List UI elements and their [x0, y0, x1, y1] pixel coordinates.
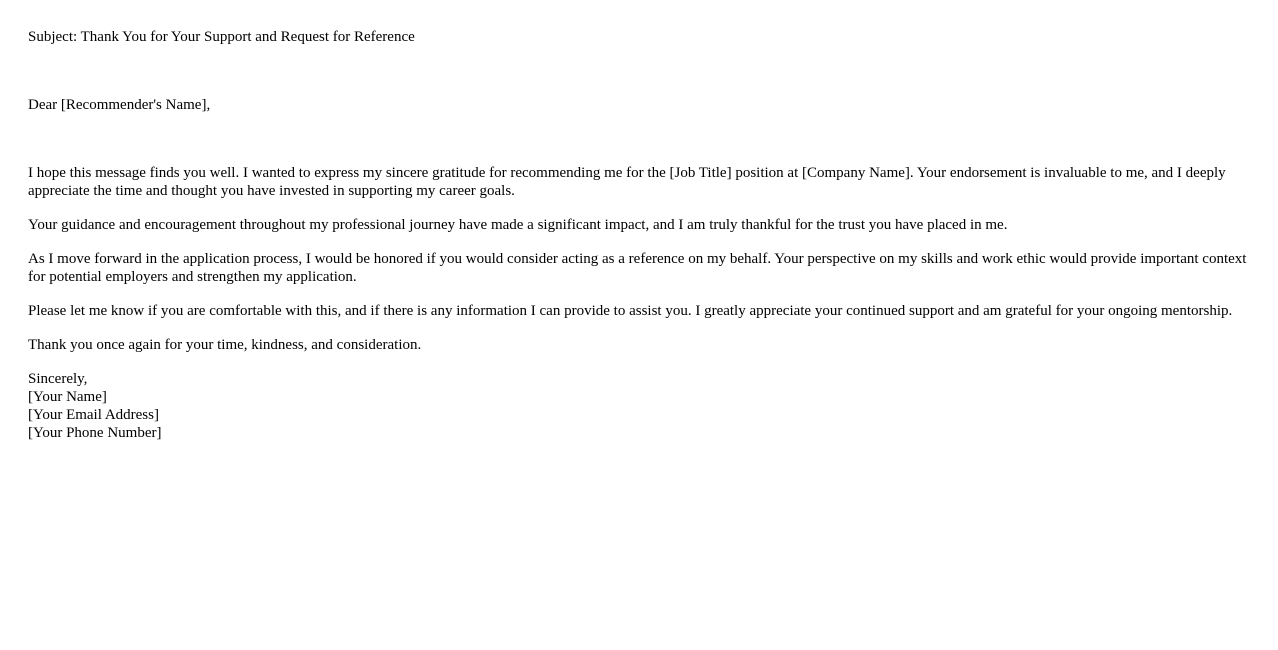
email-salutation: Dear [Recommender's Name], — [28, 97, 211, 113]
signature-email: [Your Email Address] — [28, 407, 159, 423]
signature-name: [Your Name] — [28, 389, 107, 405]
email-closing: Sincerely, — [28, 371, 88, 387]
email-signature-block — [28, 370, 1254, 442]
signature-phone: [Your Phone Number] — [28, 425, 162, 441]
email-subject: Subject: Thank You for Your Support and Request for Reference — [28, 29, 415, 45]
email-paragraph-1: I hope this message finds you well. I wanted to express my sincere gratitude for recommending me for the [Job Title] position at [Company Name]. Your endorsement is invaluable to me, and I deeply appreciate the time and thought you have invested in supporting my career goals. — [28, 165, 1226, 199]
email-paragraph-3: As I move forward in the application process, I would be honored if you would consider acting as a reference on my behalf. Your perspective on my skills and work ethic would provide important context for potential employers and strengthen my application. — [28, 251, 1247, 285]
email-paragraph-4: Please let me know if you are comfortable with this, and if there is any information I can provide to assist you. I greatly appreciate your continued support and am grateful for your ongoing mentorship. — [28, 303, 1233, 319]
email-body — [28, 28, 1254, 442]
email-paragraph-5: Thank you once again for your time, kindness, and consideration. — [28, 337, 422, 353]
email-paragraph-2: Your guidance and encouragement throughout my professional journey have made a significant impact, and I am truly thankful for the trust you have placed in me. — [28, 217, 1008, 233]
